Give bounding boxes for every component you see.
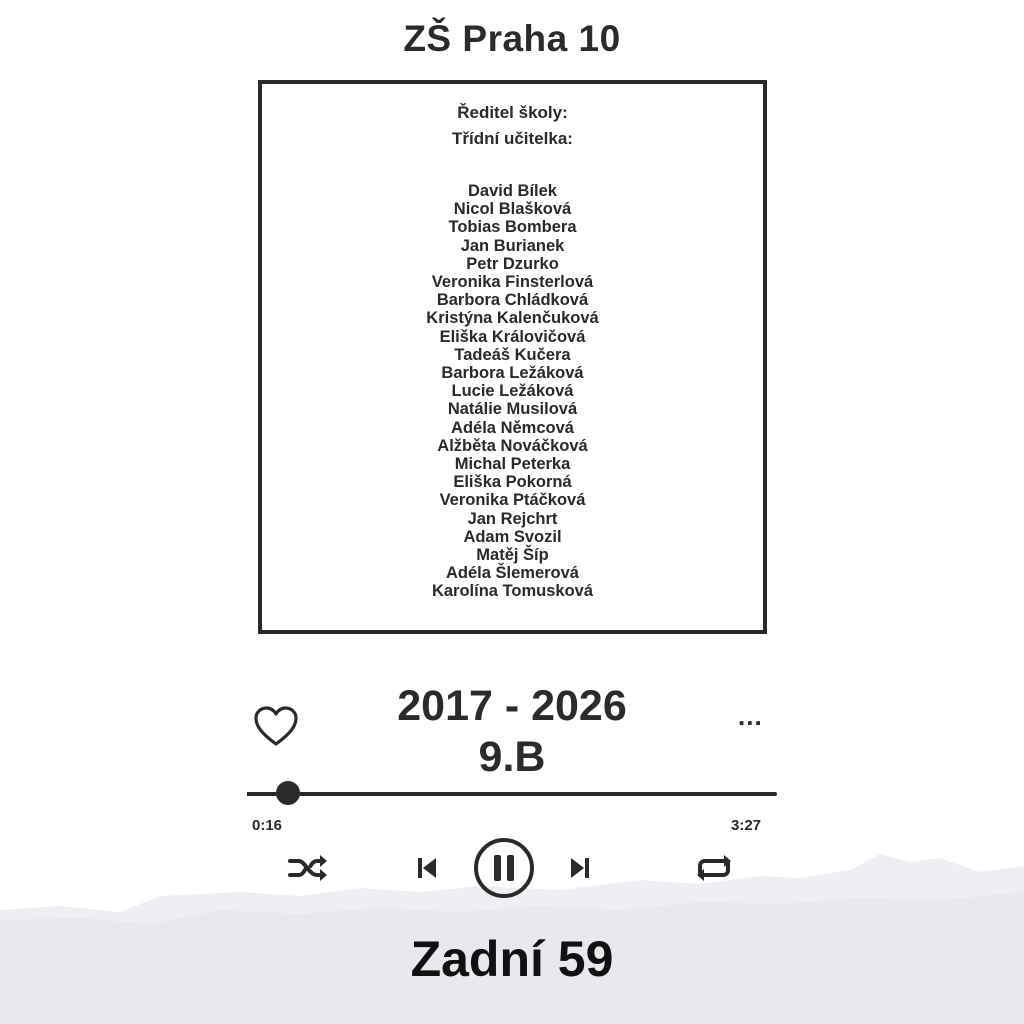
principal-label: Ředitel školy: bbox=[457, 103, 568, 122]
progress-bar[interactable] bbox=[247, 792, 777, 796]
skip-next-icon[interactable] bbox=[569, 856, 591, 880]
student-name: Barbora Chládková bbox=[436, 291, 589, 310]
class-card bbox=[258, 80, 767, 634]
student-name: David Bílek bbox=[468, 182, 557, 200]
student-name: Kristýna Kalenčuková bbox=[426, 309, 599, 328]
student-name: Michal Peterka bbox=[454, 455, 571, 474]
student-name: Adam Svozil bbox=[463, 527, 562, 546]
student-name: Alžběta Nováčková bbox=[437, 436, 588, 455]
page-title: ZŠ Praha 10 bbox=[403, 18, 621, 59]
total-time: 3:27 bbox=[731, 817, 762, 834]
student-name: Natálie Musilová bbox=[447, 400, 578, 419]
skip-previous-icon[interactable] bbox=[416, 856, 438, 880]
student-name: Adéla Němcová bbox=[451, 418, 574, 437]
student-name: Veronika Finsterlová bbox=[431, 273, 594, 292]
student-name: Barbora Ležáková bbox=[441, 364, 584, 383]
student-name: Tobias Bombera bbox=[448, 218, 577, 237]
student-name: Matěj Šíp bbox=[476, 546, 549, 565]
class-name: 9.B bbox=[478, 733, 546, 781]
student-name: Nicol Blašková bbox=[453, 200, 572, 219]
repeat-icon[interactable] bbox=[692, 852, 736, 884]
progress-handle[interactable] bbox=[276, 781, 300, 805]
student-name: Adéla Šlemerová bbox=[446, 564, 579, 583]
student-name: Karolína Tomusková bbox=[431, 582, 594, 601]
student-name: Eliška Královičová bbox=[439, 327, 586, 346]
student-list bbox=[262, 182, 763, 601]
roles-block bbox=[262, 100, 763, 152]
student-name: Jan Burianek bbox=[460, 236, 565, 255]
more-dots-icon[interactable]: ... bbox=[738, 701, 763, 731]
years-range: 2017 - 2026 bbox=[397, 682, 627, 730]
footer-label: Zadní 59 bbox=[410, 931, 614, 987]
teacher-label: Třídní učitelka: bbox=[452, 129, 573, 148]
student-name: Tadeáš Kučera bbox=[454, 345, 571, 364]
student-name: Veronika Ptáčková bbox=[439, 491, 586, 510]
student-name: Petr Dzurko bbox=[466, 254, 559, 273]
elapsed-time: 0:16 bbox=[252, 817, 283, 834]
student-name: Lucie Ležáková bbox=[451, 382, 574, 401]
student-name: Eliška Pokorná bbox=[453, 473, 572, 492]
pause-icon[interactable] bbox=[472, 836, 536, 900]
shuffle-icon[interactable] bbox=[287, 852, 329, 884]
student-name: Jan Rejchrt bbox=[467, 509, 558, 528]
